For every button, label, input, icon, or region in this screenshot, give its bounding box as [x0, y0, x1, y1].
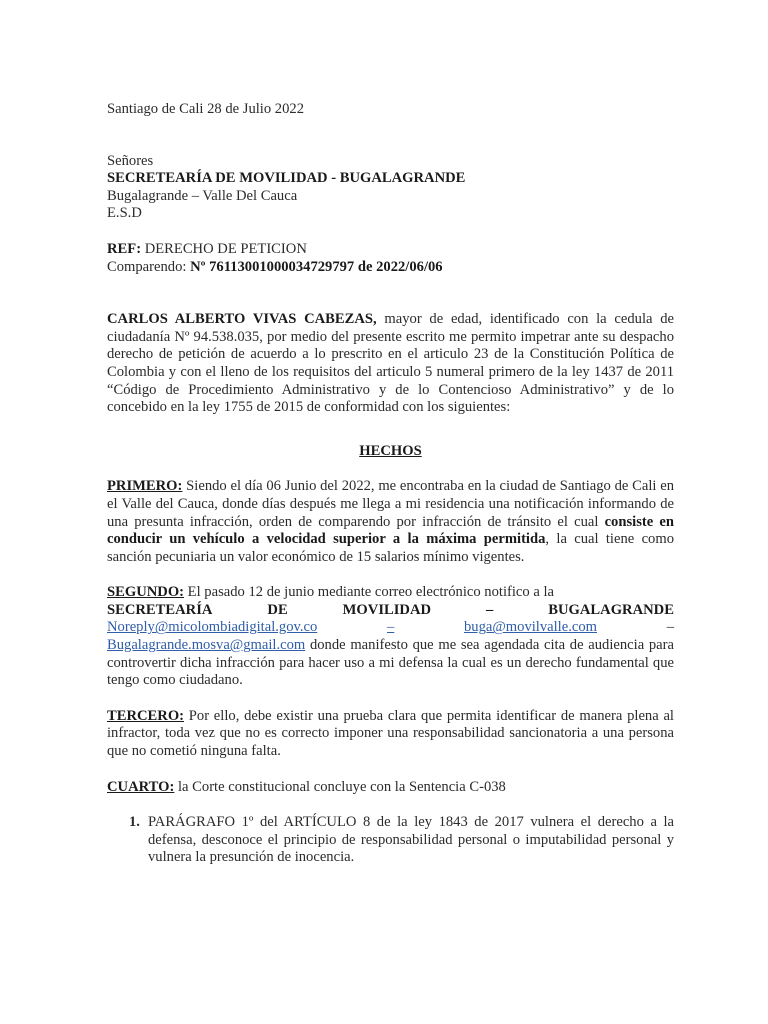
primero-paragraph — [107, 478, 674, 566]
comparendo-label: Comparendo: — [107, 258, 191, 275]
segundo-org-line — [107, 602, 674, 620]
primero-text-b: , la cual tiene como sanción pecuniaria un valor económico de 15 salarios mínimo vigentes. — [107, 531, 674, 565]
org-word: DE — [267, 601, 288, 618]
comparendo-line — [107, 259, 674, 277]
segundo-line-1 — [107, 584, 674, 602]
list-item-number: 1. — [129, 814, 140, 831]
ref-value: DERECHO DE PETICION — [141, 240, 307, 257]
email-dash-2: – — [666, 619, 674, 636]
date-line: Santiago de Cali 28 de Julio 2022 — [107, 101, 304, 117]
org-word: BUGALAGRANDE — [548, 601, 674, 618]
letter-body — [107, 101, 674, 867]
segundo-paragraph — [107, 584, 674, 690]
primero-label: PRIMERO: — [107, 478, 183, 495]
ref-label: REF: — [107, 240, 142, 257]
cuarto-text: la Corte constitucional concluye con la Sentencia C-038 — [174, 778, 506, 795]
org-word: SECRETEARÍA — [107, 601, 213, 618]
comparendo-value: Nº 76113001000034729797 de 2022/06/06 — [190, 258, 443, 275]
recipient-city: Bugalagrande – Valle Del Cauca — [107, 187, 298, 204]
segundo-text-a: El pasado 12 de junio mediante correo electrónico notifico a la — [184, 584, 555, 601]
cuarto-paragraph — [107, 779, 674, 797]
tercero-text: Por ello, debe existir una prueba clara que permita identificar de manera plena al infractor, toda vez que no es correcto imponer una responsabilidad sancionatoria a una persona que no cometió ninguna falta. — [107, 707, 674, 760]
recipient-org: SECRETEARÍA DE MOVILIDAD - BUGALAGRANDE — [107, 170, 466, 187]
intro-paragraph — [107, 311, 674, 417]
email-link-mosva[interactable]: Bugalagrande.mosva@gmail.com — [107, 637, 306, 654]
tercero-paragraph — [107, 708, 674, 761]
cuarto-label: CUARTO: — [107, 778, 175, 795]
segundo-text-b: donde manifesto que me sea agendada cita de audiencia para controvertir dicha infracción para hacer uso a mi defensa la cual es un derecho fundamental que tengo como ciudadano. — [107, 637, 674, 689]
email-link-noreply[interactable]: Noreply@micolombiadigital.gov.co — [107, 619, 318, 636]
segundo-line-rest — [107, 637, 674, 690]
email-link-buga[interactable]: buga@movilvalle.com — [463, 619, 597, 636]
ref-line — [107, 241, 674, 259]
primero-text-a: Siendo el día 06 Junio del 2022, me encontraba en la ciudad de Santiago de Cali en el Valle del Cauca, donde días después me llega a mi residencia una notificación informando de una presunta infracción, orden de comparendo por infracción de tránsito el cual — [107, 478, 674, 530]
org-word: MOVILIDAD — [342, 601, 432, 618]
numbered-list — [107, 814, 674, 867]
primero-text-bold: consiste en conducir un vehículo a velocidad superior a la máxima permitida — [107, 513, 674, 548]
hechos-title: HECHOS — [359, 442, 422, 459]
tercero-label: TERCERO: — [107, 707, 185, 724]
salutation: Señores — [107, 152, 154, 169]
petitioner-name: CARLOS ALBERTO VIVAS CABEZAS, — [107, 311, 377, 328]
segundo-label: SEGUNDO: — [107, 584, 185, 601]
segundo-email-line — [107, 619, 674, 637]
esd-line: E.S.D — [107, 205, 142, 222]
intro-text: mayor de edad, identificado con la cedula de ciudadanía Nº 94.538.035, por medio del presente escrito me permito impetrar ante su despacho derecho de petición de acuerdo a lo prescrito en el articulo 23 de la Constitución Política de Colombia y con el lleno de los requisitos del articulo 5 numeral primero de la ley 1437 de 2011 “Código de Procedimiento Administrativo y de lo Contencioso Administrativo” y de lo concebido en la ley 1755 de 2015 de conformidad con los siguientes: — [107, 311, 674, 416]
list-item: PARÁGRAFO 1º del ARTÍCULO 8 de la ley 1843 de 2017 vulnera el derecho a la defensa, desconoce el principio de responsabilidad personal o imputabilidad personal y vulnera la presunción de inocencia. — [148, 814, 674, 866]
org-word: – — [486, 601, 494, 618]
email-dash-1: – — [386, 619, 395, 636]
